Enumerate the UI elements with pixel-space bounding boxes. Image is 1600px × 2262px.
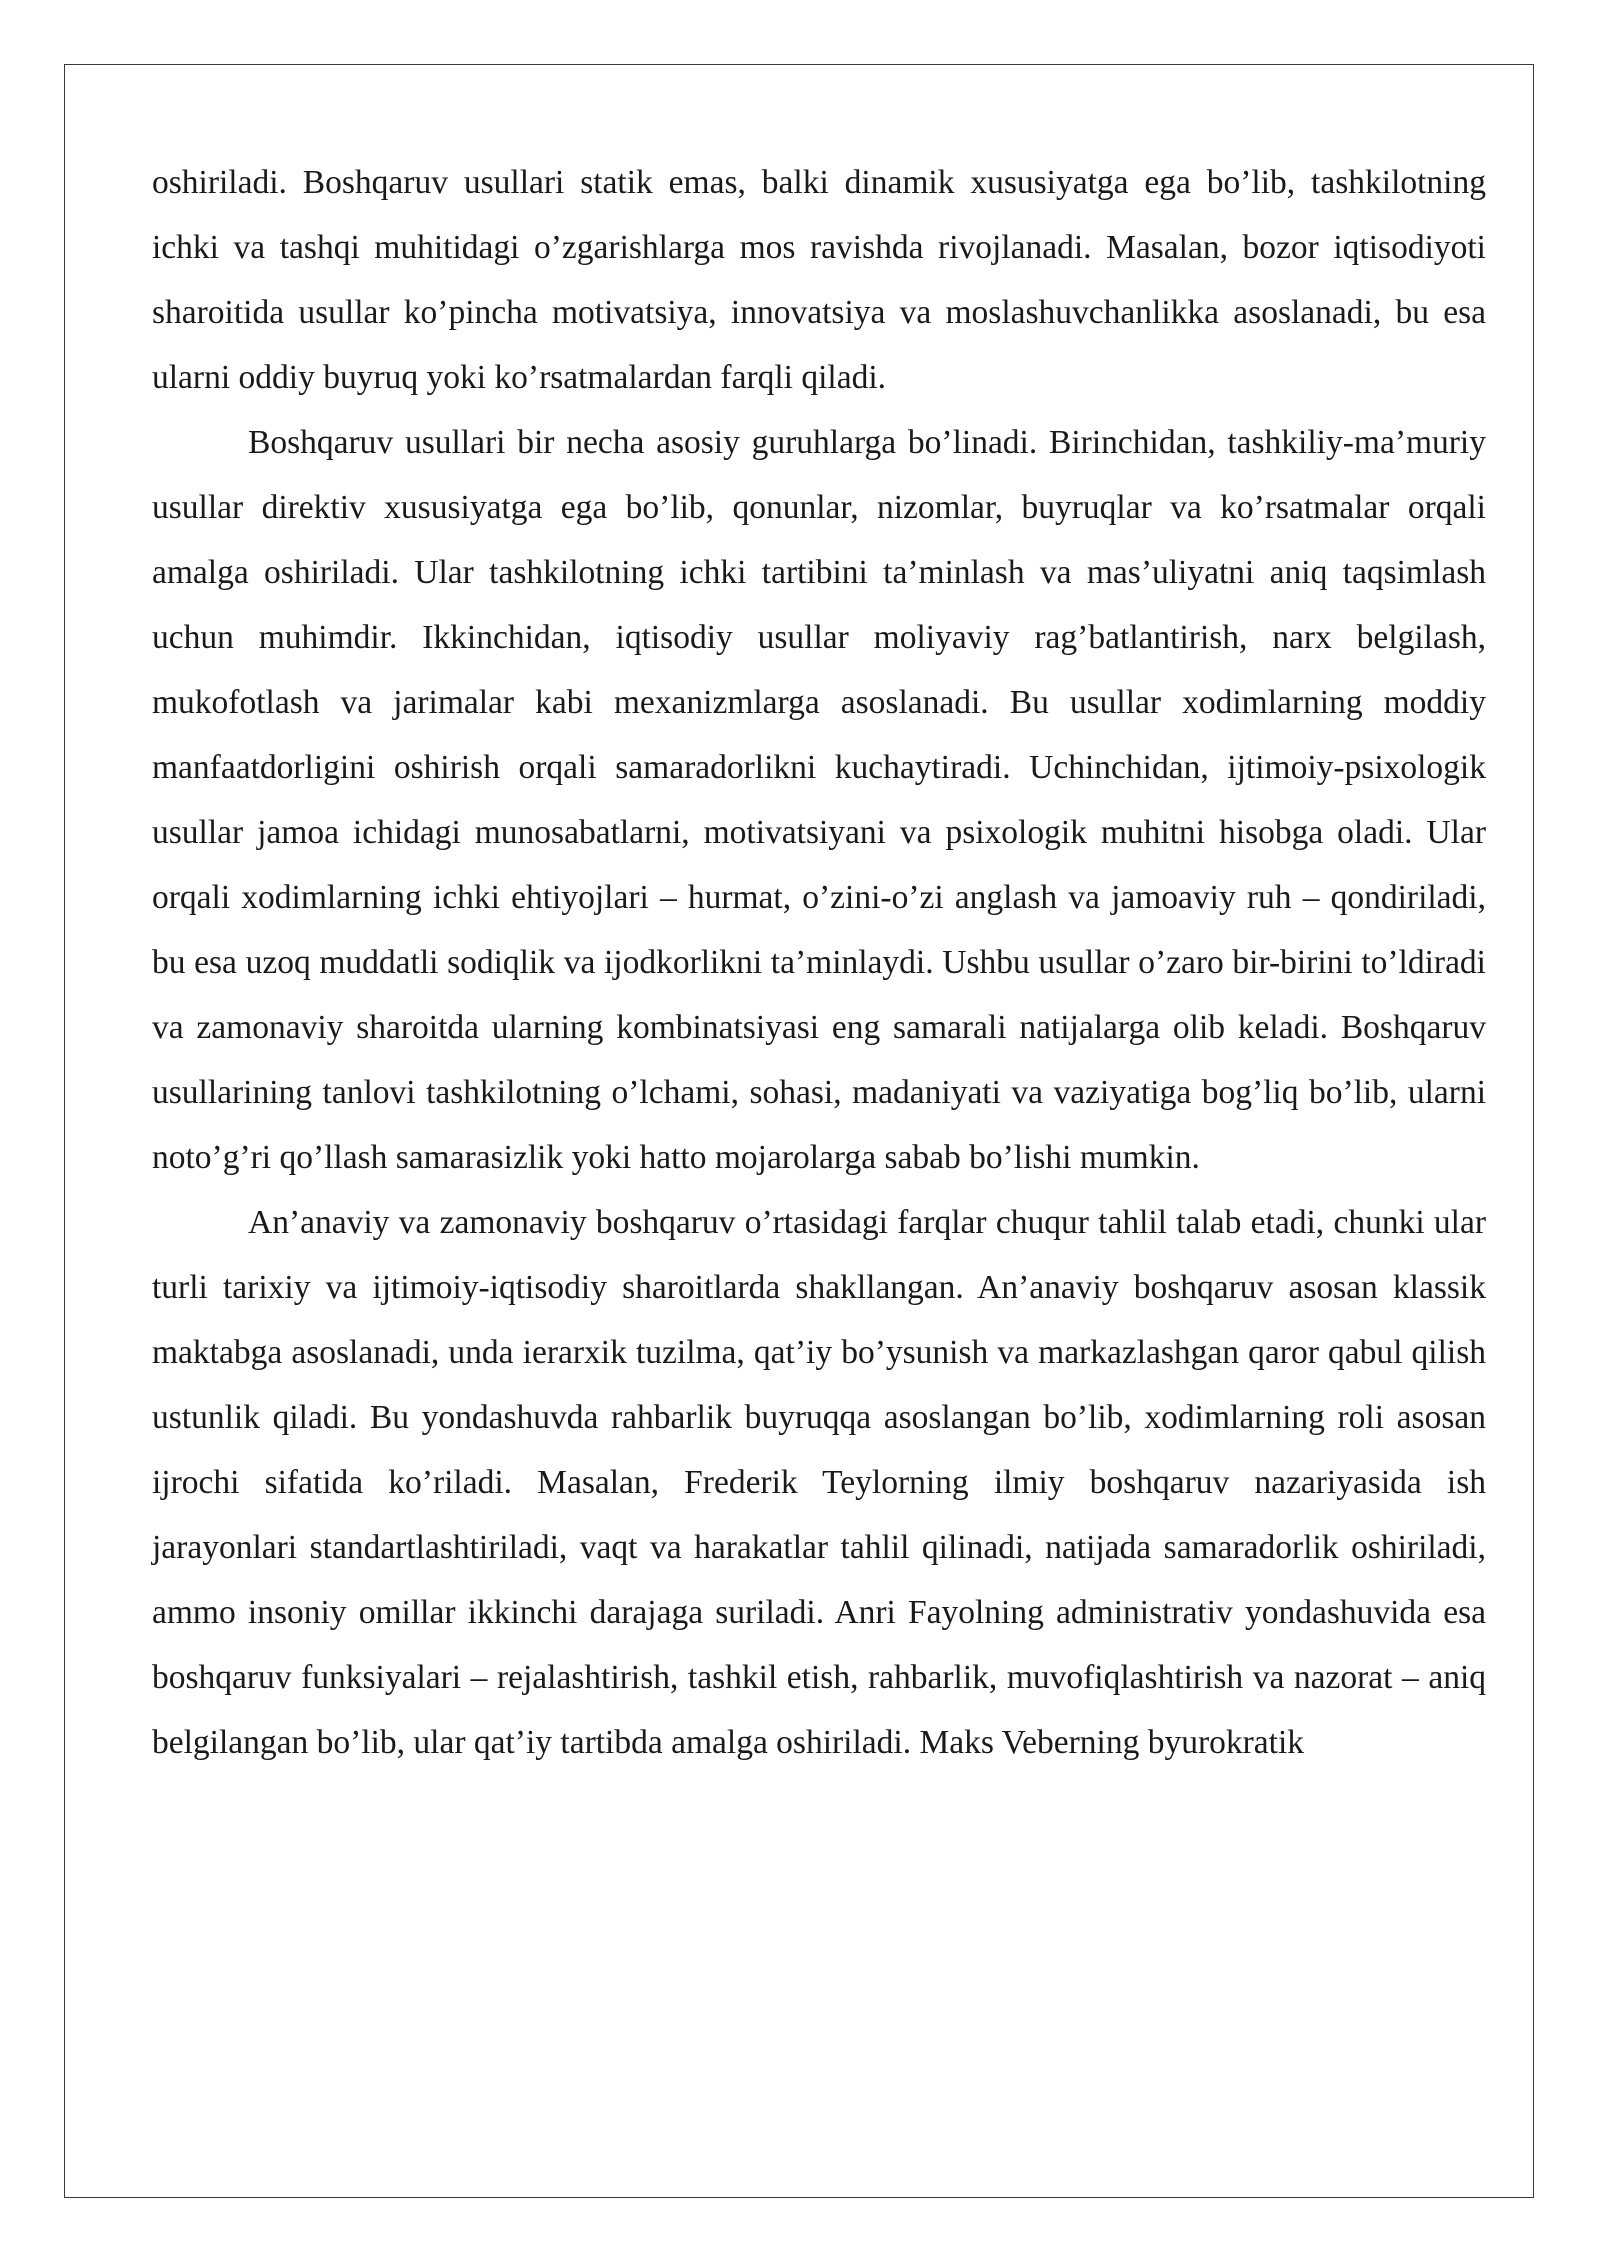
document-body: [152, 150, 1486, 1775]
paragraph-2: Boshqaruv usullari bir necha asosiy guruhlarga bo’linadi. Birinchidan, tashkiliy-ma’muriy usullar direktiv xususiyatga ega bo’lib, qonunlar, nizomlar, buyruqlar va ko’rsatmalar orqali amalga oshiriladi. Ular tashkilotning ichki tartibini ta’minlash va mas’uliyatni aniq taqsimlash uchun muhimdir. Ikkinchidan, iqtisodiy usullar moliyaviy rag’batlantirish, narx belgilash, mukofotlash va jarimalar kabi mexanizmlarga asoslanadi. Bu usullar xodimlarning moddiy manfaatdorligini oshirish orqali samaradorlikni kuchaytiradi. Uchinchidan, ijtimoiy-psixologik usullar jamoa ichidagi munosabatlarni, motivatsiyani va psixologik muhitni hisobga oladi. Ular orqali xodimlarning ichki ehtiyojlari – hurmat, o’zini-o’zi anglash va jamoaviy ruh – qondiriladi, bu esa uzoq muddatli sodiqlik va ijodkorlikni ta’minlaydi. Ushbu usullar o’zaro bir-birini to’ldiradi va zamonaviy sharoitda ularning kombinatsiyasi eng samarali natijalarga olib keladi. Boshqaruv usullarining tanlovi tashkilotning o’lchami, sohasi, madaniyati va vaziyatiga bog’liq bo’lib, ularni noto’g’ri qo’llash samarasizlik yoki hatto mojarolarga sabab bo’lishi mumkin.: [152, 424, 1486, 1176]
paragraph-3: An’anaviy va zamonaviy boshqaruv o’rtasidagi farqlar chuqur tahlil talab etadi, chunki ular turli tarixiy va ijtimoiy-iqtisodiy sharoitlarda shakllangan. An’anaviy boshqaruv asosan klassik maktabga asoslanadi, unda ierarxik tuzilma, qat’iy bo’ysunish va markazlashgan qaror qabul qilish ustunlik qiladi. Bu yondashuvda rahbarlik buyruqqa asoslangan bo’lib, xodimlarning roli asosan ijrochi sifatida ko’riladi. Masalan, Frederik Teylorning ilmiy boshqaruv nazariyasida ish jarayonlari standartlashtiriladi, vaqt va harakatlar tahlil qilinadi, natijada samaradorlik oshiriladi, ammo insoniy omillar ikkinchi darajaga suriladi. Anri Fayolning administrativ yondashuvida esa boshqaruv funksiyalari – rejalashtirish, tashkil etish, rahbarlik, muvofiqlashtirish va nazorat – aniq belgilangan bo’lib, ular qat’iy tartibda amalga oshiriladi. Maks Veberning byurokratik: [152, 1204, 1486, 1761]
paragraph-1: oshiriladi. Boshqaruv usullari statik emas, balki dinamik xususiyatga ega bo’lib, tashkilotning ichki va tashqi muhitidagi o’zgarishlarga mos ravishda rivojlanadi. Masalan, bozor iqtisodiyoti sharoitida usullar ko’pincha motivatsiya, innovatsiya va moslashuvchanlikka asoslanadi, bu esa ularni oddiy buyruq yoki ko’rsatmalardan farqli qiladi.: [152, 164, 1486, 396]
